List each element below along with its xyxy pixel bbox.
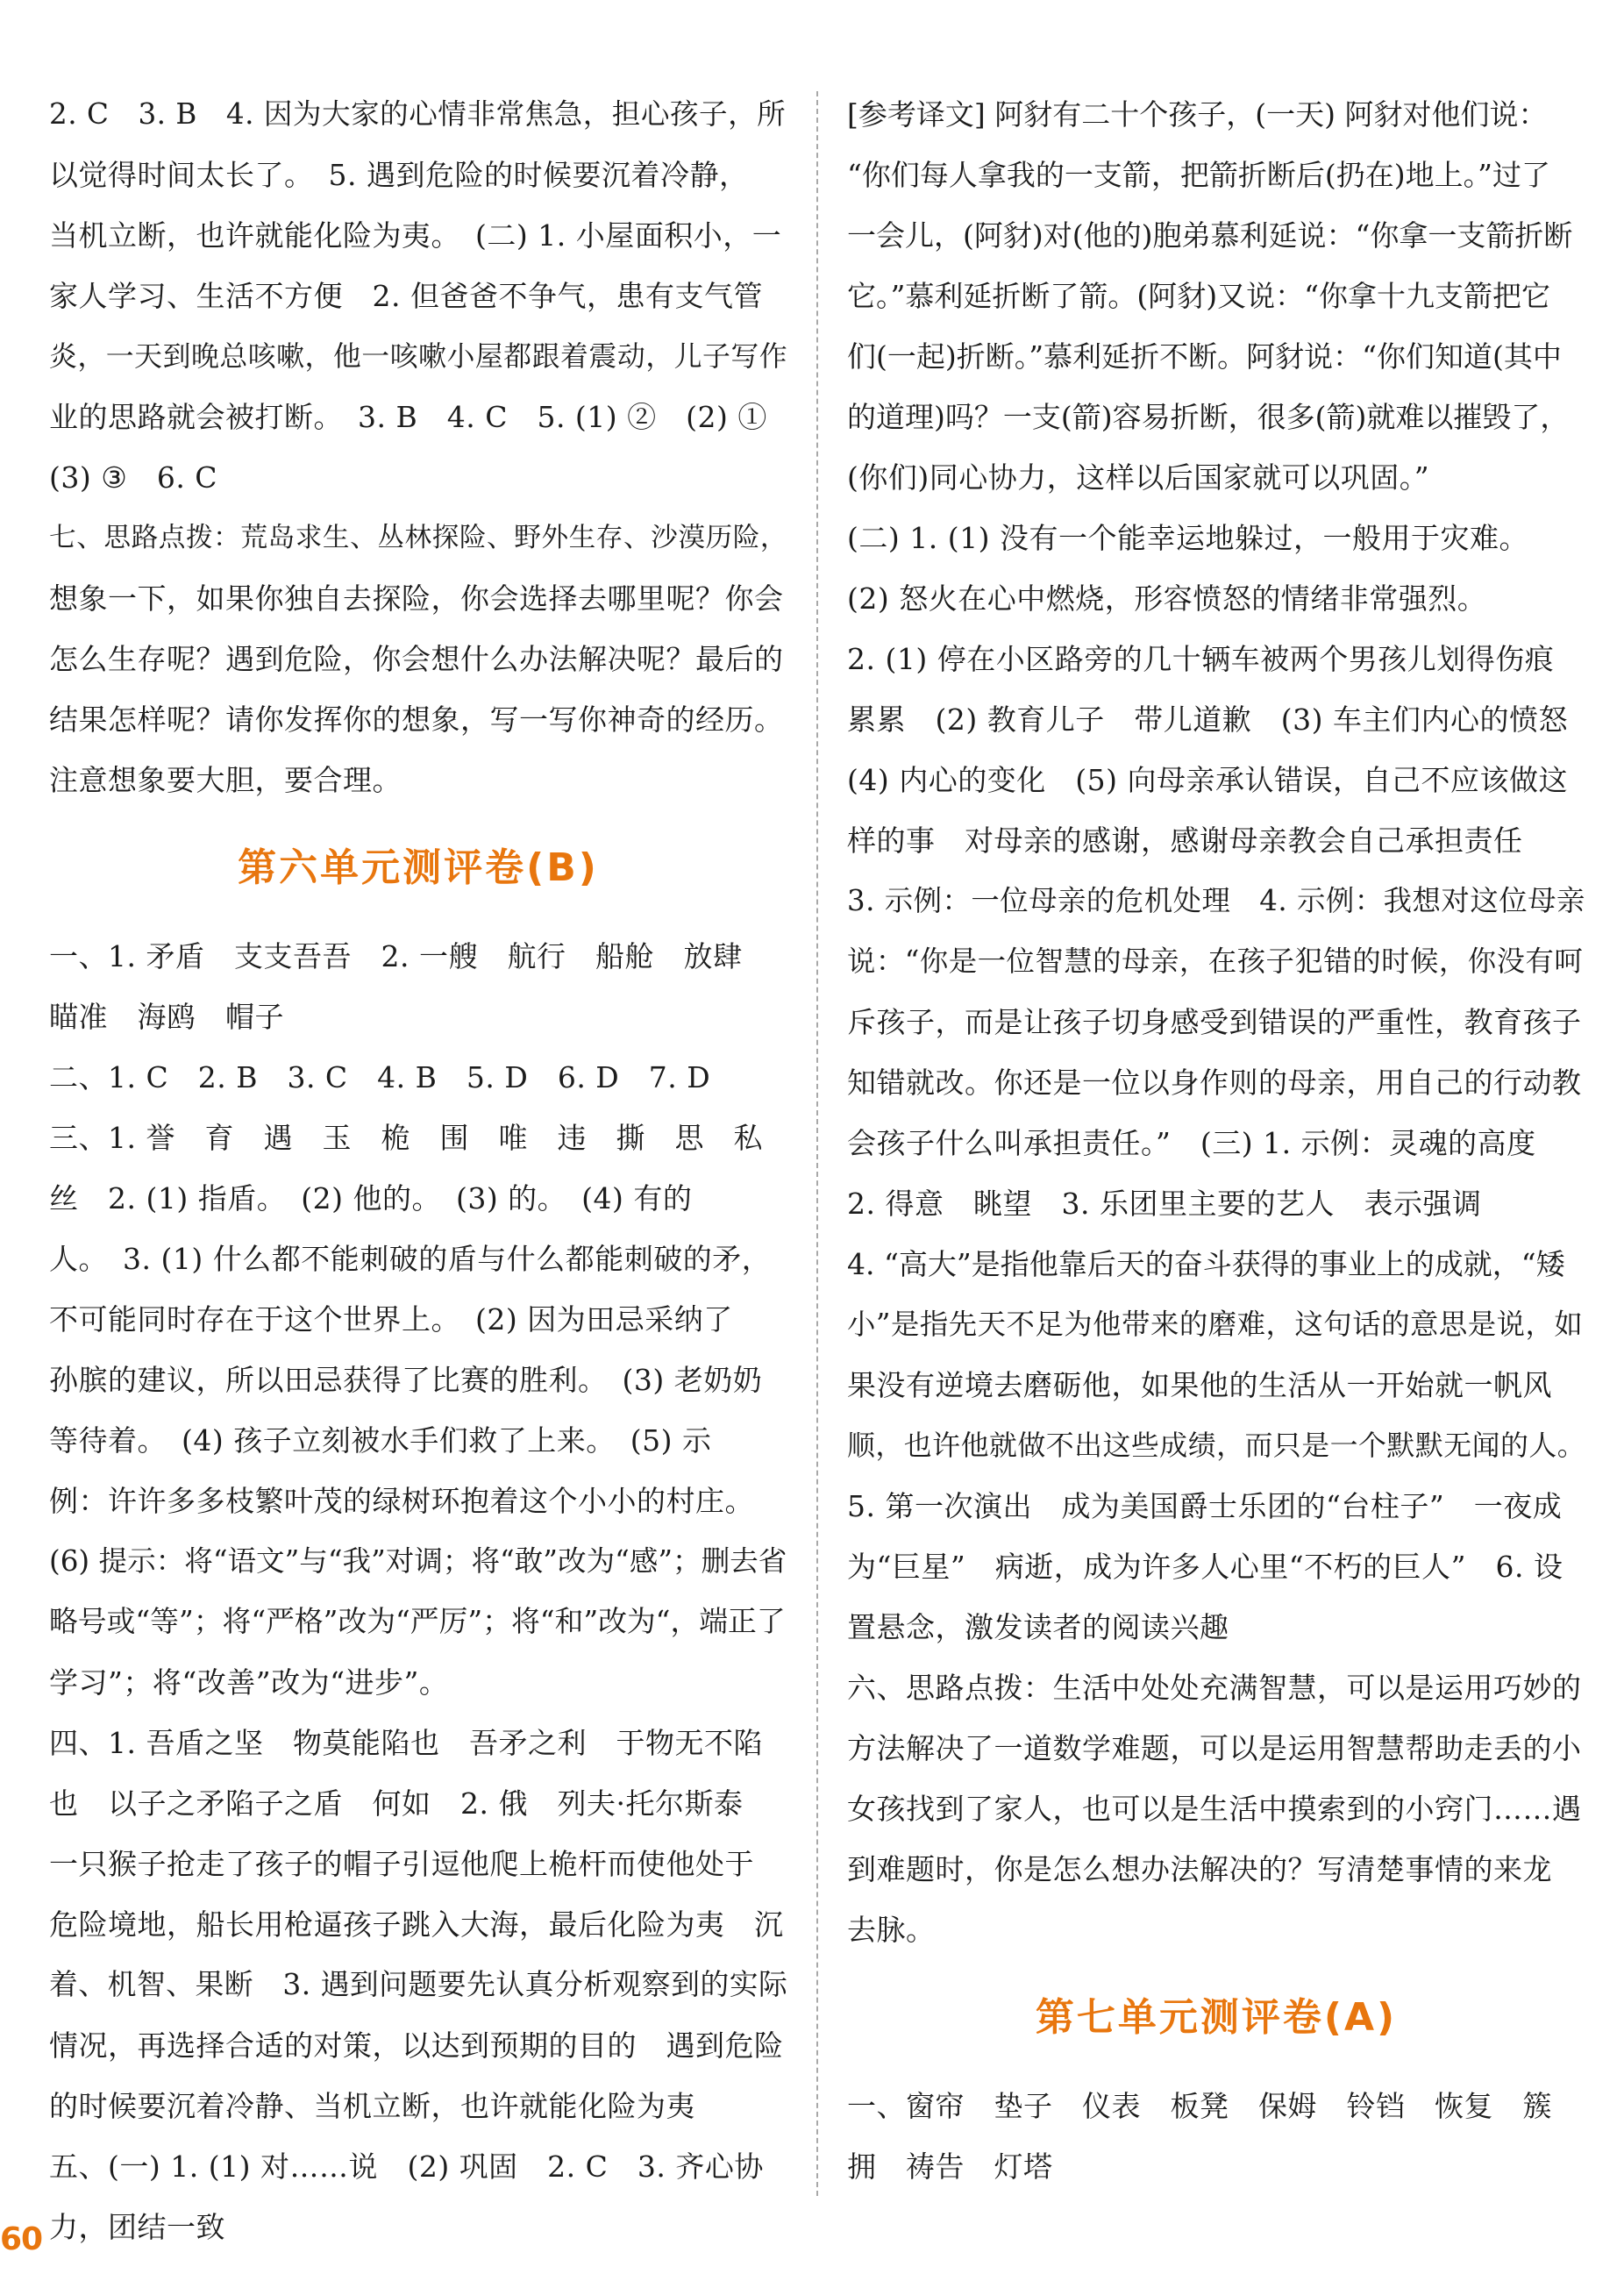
text-line: 业的思路就会被打断。 3. B 4. C 5. (1) ② (2) ①: [49, 400, 767, 434]
column-divider: [816, 91, 818, 2196]
text-line: 当机立断，也许就能化险为夷。 (二) 1. 小屋面积小，一: [49, 218, 782, 253]
text-line: 结果怎样呢？请你发挥你的想象，写一写你神奇的经历。: [49, 702, 784, 737]
left-section-b: [49, 926, 787, 2257]
text-line: (4) 内心的变化 (5) 向母亲承认错误，自己不应该做这: [847, 763, 1568, 797]
text-line: (3) ③ 6. C: [49, 460, 218, 495]
text-line: 果没有逆境去磨砺他，如果他的生活从一开始就一帆风: [847, 1368, 1552, 1402]
text-line: (你们)同心协力，这样以后国家就可以巩固。”: [847, 460, 1430, 495]
text-line: (二) 1. (1) 没有一个能幸运地躲过，一般用于灾难。: [847, 521, 1528, 555]
text-line: [参考译文] 阿豺有二十个孩子，(一天) 阿豺对他们说：: [847, 97, 1548, 132]
right-column: [847, 84, 1585, 2197]
text-line: 炎，一天到晚总咳嗽，他一咳嗽小屋都跟着震动，儿子写作: [49, 339, 787, 373]
text-line: (6) 提示：将“语文”与“我”对调；将“敢”改为“感”；删去省: [49, 1544, 787, 1578]
text-line: 七、思路点拨：荒岛求生、丛林探险、野外生存、沙漠历险，: [49, 523, 787, 553]
text-line: 二、1. C 2. B 3. C 4. B 5. D 6. D 7. D: [49, 1060, 711, 1094]
text-line: 一、1. 矛盾 支支吾吾 2. 一艘 航行 船舱 放肆: [49, 939, 743, 973]
section-heading: 第七单元测评卷(A): [1035, 1995, 1398, 2040]
text-line: 人。 3. (1) 什么都不能刺破的盾与什么都能刺破的矛，: [49, 1242, 772, 1276]
text-line: 去脉。: [847, 1913, 936, 1947]
left-column: [49, 84, 787, 2257]
text-line: 累累 (2) 教育儿子 带儿道歉 (3) 车主们内心的愤怒: [847, 702, 1568, 737]
text-line: 方法解决了一道数学难题，可以是运用智慧帮助走丢的小: [847, 1731, 1582, 1765]
text-line: 4. “高大”是指他靠后天的奋斗获得的事业上的成就，“矮: [847, 1247, 1565, 1281]
text-line: 等待着。 (4) 孩子立刻被水手们救了上来。 (5) 示: [49, 1423, 712, 1458]
page-number: 60: [0, 2221, 43, 2257]
text-line: 一会儿，(阿豺)对(他的)胞弟慕利延说：“你拿一支箭折断: [847, 218, 1573, 253]
text-line: 3. 示例：一位母亲的危机处理 4. 示例：我想对这位母亲: [847, 884, 1585, 917]
text-line: 置悬念，激发读者的阅读兴趣: [847, 1610, 1229, 1644]
text-line: 五、(一) 1. (1) 对……说 (2) 巩固 2. C 3. 齐心协: [49, 2149, 764, 2184]
section-heading: 第六单元测评卷(B): [238, 845, 599, 890]
text-line: 情况，再选择合适的对策，以达到预期的目的 遇到危险: [49, 2028, 784, 2063]
text-line: 力，团结一致: [49, 2210, 225, 2244]
text-line: 到难题时，你是怎么想办法解决的？写清楚事情的来龙: [847, 1852, 1552, 1886]
text-line: 三、1. 誉 育 遇 玉 桅 围 唯 违 撕 思 私: [49, 1121, 763, 1155]
text-line: 们(一起)折断。”慕利延折不断。阿豺说：“你们知道(其中: [847, 339, 1562, 374]
text-line: 孙膑的建议，所以田忌获得了比赛的胜利。 (3) 老奶奶: [49, 1363, 763, 1397]
text-line: 女孩找到了家人，也可以是生活中摸索到的小窍门……遇: [847, 1792, 1582, 1826]
text-line: 的道理)吗？一支(箭)容易折断，很多(箭)就难以摧毁了，: [847, 400, 1570, 434]
text-line: 四、1. 吾盾之坚 物莫能陷也 吾矛之利 于物无不陷: [49, 1726, 763, 1760]
text-line: 例：许许多多枝繁叶茂的绿树环抱着这个小小的村庄。: [49, 1484, 754, 1518]
text-line: 5. 第一次演出 成为美国爵士乐团的“台柱子” 一夜成: [847, 1489, 1563, 1523]
text-line: 2. C 3. B 4. 因为大家的心情非常焦急，担心孩子，所: [49, 97, 787, 131]
text-line: 略号或“等”；将“严格”改为“严厉”；将“和”改为“，端正了: [49, 1605, 786, 1638]
right-section-a: [847, 84, 1585, 1960]
text-line: 一、窗帘 垫子 仪表 板凳 保姆 铃铛 恢复 簇: [847, 2089, 1552, 2123]
text-line: (2) 怒火在心中燃烧，形容愤怒的情绪非常强烈。: [847, 581, 1487, 616]
text-line: 丝 2. (1) 指盾。 (2) 他的。 (3) 的。 (4) 有的: [49, 1181, 693, 1215]
text-line: 瞄准 海鸥 帽子: [49, 1000, 284, 1034]
text-line: 斥孩子，而是让孩子切身感受到错误的严重性，教育孩子: [847, 1005, 1582, 1039]
text-line: 想象一下，如果你独自去探险，你会选择去哪里呢？你会: [49, 581, 784, 616]
text-line: 样的事 对母亲的感谢，感谢母亲教会自己承担责任: [847, 823, 1523, 858]
text-line: 2. 得意 眺望 3. 乐团里主要的艺人 表示强调: [847, 1187, 1482, 1221]
text-line: 危险境地，船长用枪逼孩子跳入大海，最后化险为夷 沉: [49, 1907, 784, 1942]
text-line: 说：“你是一位智慧的母亲，在孩子犯错的时候，你没有呵: [847, 945, 1584, 978]
right-section-b: [847, 2076, 1585, 2197]
text-line: 会孩子什么叫承担责任。” (三) 1. 示例：灵魂的高度: [847, 1126, 1536, 1160]
text-line: 为“巨星” 病逝，成为许多人心里“不朽的巨人” 6. 设: [847, 1550, 1563, 1584]
text-line: 它。”慕利延折断了箭。(阿豺)又说：“你拿十九支箭把它: [847, 279, 1550, 313]
text-line: 注意想象要大胆，要合理。: [49, 763, 402, 797]
text-line: 一只猴子抢走了孩子的帽子引逗他爬上桅杆而使他处于: [49, 1847, 754, 1881]
text-line: 知错就改。你还是一位以身作则的母亲，用自己的行动教: [847, 1066, 1582, 1100]
text-line: 也 以子之矛陷子之盾 何如 2. 俄 列夫·托尔斯泰: [49, 1786, 744, 1821]
text-line: 的时候要沉着冷静、当机立断，也许就能化险为夷: [49, 2089, 695, 2123]
text-line: “你们每人拿我的一支箭，把箭折断后(扔在)地上。”过了: [847, 158, 1550, 192]
text-line: 不可能同时存在于这个世界上。 (2) 因为田忌采纳了: [49, 1302, 733, 1337]
text-line: 小”是指先天不足为他带来的磨难，这句话的意思是说，如: [847, 1308, 1584, 1341]
text-line: 六、思路点拨：生活中处处充满智慧，可以是运用巧妙的: [847, 1671, 1582, 1705]
text-line: 怎么生存呢？遇到危险，你会想什么办法解决呢？最后的: [49, 642, 784, 676]
text-line: 拥 祷告 灯塔: [847, 2149, 1053, 2184]
text-line: 2. (1) 停在小区路旁的几十辆车被两个男孩儿划得伤痕: [847, 642, 1555, 676]
left-section-a: [49, 84, 787, 810]
text-line: 家人学习、生活不方便 2. 但爸爸不争气，患有支气管: [49, 279, 763, 313]
text-line: 着、机智、果断 3. 遇到问题要先认真分析观察到的实际: [49, 1968, 787, 2001]
text-line: 以觉得时间太长了。 5. 遇到危险的时候要沉着冷静，: [49, 158, 749, 192]
text-line: 学习”；将“改善”改为“进步”。: [49, 1665, 449, 1700]
text-line: 顺，也许他就做不出这些成绩，而只是一个默默无闻的人。: [847, 1429, 1585, 1462]
